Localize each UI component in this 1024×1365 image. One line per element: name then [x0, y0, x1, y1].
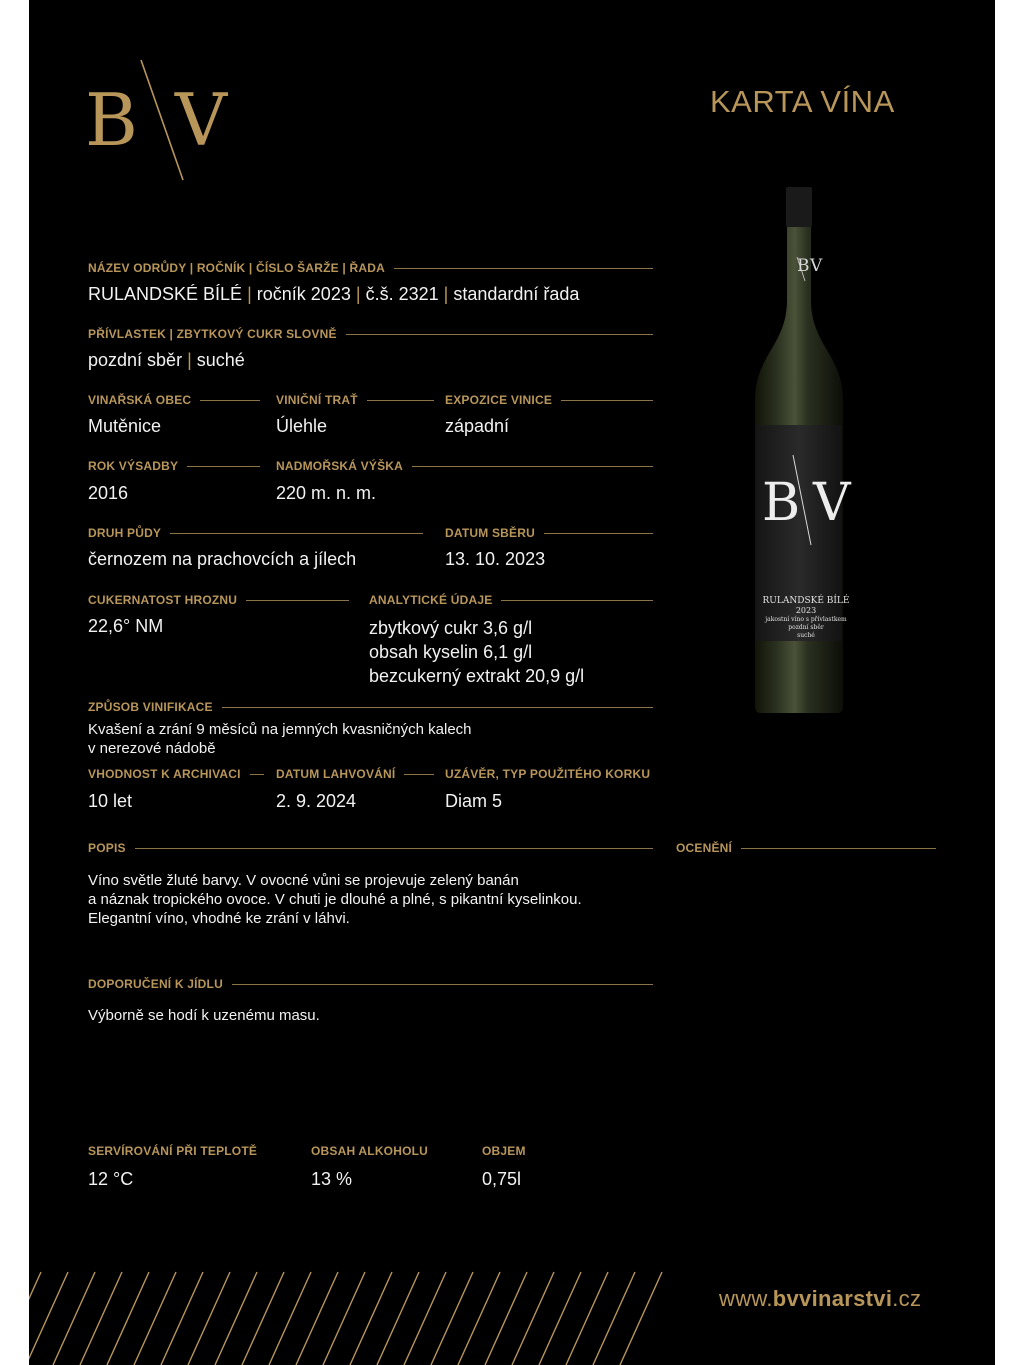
alcohol-label: OBSAH ALKOHOLU — [311, 1144, 429, 1158]
closure-label — [445, 767, 660, 781]
sugar-label — [88, 593, 349, 607]
decorative-stripe — [485, 1272, 527, 1365]
decorative-stripe — [323, 1272, 365, 1365]
closure-value: Diam 5 — [445, 791, 503, 811]
logo-letter-b: B — [85, 78, 138, 162]
divider — [246, 600, 349, 601]
divider — [200, 400, 260, 401]
website-prefix: www. — [719, 1286, 773, 1311]
description-value — [88, 871, 668, 928]
wine-card — [29, 0, 995, 1365]
decorative-stripe — [53, 1272, 95, 1365]
awards-label — [676, 841, 936, 855]
decorative-stripe — [404, 1272, 446, 1365]
decorative-stripe — [161, 1272, 203, 1365]
decorative-stripe — [107, 1272, 149, 1365]
attribute-label-text: PŘÍVLASTEK | ZBYTKOVÝ CUKR SLOVNĚ — [88, 327, 337, 341]
decorative-stripe — [134, 1272, 176, 1365]
vineyard-value: Úlehle — [276, 416, 328, 436]
attribute-predicate: pozdní sběr — [88, 350, 183, 370]
decorative-stripe — [593, 1272, 635, 1365]
altitude-value: 220 m. n. m. — [276, 483, 377, 503]
vinification-label-text: ZPŮSOB VINIFIKACE — [88, 700, 213, 714]
decorative-stripe — [29, 1272, 41, 1365]
alcohol-value: 13 % — [311, 1169, 353, 1189]
planting-year-label — [88, 459, 260, 473]
decorative-stripe — [296, 1272, 338, 1365]
bottling-label-text: DATUM LAHVOVÁNÍ — [276, 767, 396, 781]
vinification-value — [88, 720, 608, 758]
bottling-value: 2. 9. 2024 — [276, 791, 357, 811]
decorative-stripe — [431, 1272, 473, 1365]
archive-label — [88, 767, 264, 781]
decorative-stripe — [242, 1272, 284, 1365]
divider — [135, 848, 653, 849]
divider — [222, 707, 653, 708]
divider — [232, 984, 653, 985]
altitude-label-text: NADMOŘSKÁ VÝŠKA — [276, 459, 404, 473]
attribute-sweetness: suché — [196, 350, 245, 370]
soil-label-text: DRUH PŮDY — [88, 526, 162, 540]
variety-label-text: NÁZEV ODRŮDY | ROČNÍK | ČÍSLO ŠARŽE | ŘADA — [88, 261, 385, 275]
variety-batch: č.š. 2321 — [365, 284, 439, 304]
decorative-stripe — [80, 1272, 122, 1365]
bottle-year: 2023 — [795, 606, 817, 615]
page-title: KARTA VÍNA — [710, 84, 895, 119]
residual-sugar: zbytkový cukr 3,6 g/l — [369, 618, 533, 638]
decorative-stripe — [377, 1272, 419, 1365]
village-label — [88, 393, 260, 407]
bottle-neck-letter-b: B — [797, 256, 810, 276]
decorative-stripe — [215, 1272, 257, 1365]
archive-label-text: VHODNOST K ARCHIVACI — [88, 767, 241, 781]
variety-name: RULANDSKÉ BÍLÉ — [88, 284, 243, 304]
bottle-logo-letter-b: B — [762, 473, 801, 533]
decorative-stripe — [620, 1272, 662, 1365]
decorative-stripes — [29, 1270, 689, 1365]
vineyard-label-text: VINIČNÍ TRAŤ — [276, 393, 358, 407]
bottle-capsule — [786, 187, 812, 227]
description-line: Elegantní víno, vhodné ke zrání v láhvi. — [88, 910, 350, 927]
bottle-neck-letter-v: V — [810, 256, 823, 276]
harvest-date-label — [445, 526, 653, 540]
soil-label — [88, 526, 423, 540]
closure-label-text: UZÁVĚR, TYP POUŽITÉHO KORKU — [445, 767, 651, 781]
divider — [561, 400, 653, 401]
description-label — [88, 841, 653, 855]
planting-year-value: 2016 — [88, 483, 129, 503]
divider — [367, 400, 434, 401]
vinification-line: v nerezové nádobě — [88, 740, 216, 757]
exposure-label — [445, 393, 653, 407]
website-link[interactable] — [719, 1286, 921, 1312]
divider — [544, 533, 653, 534]
altitude-label — [276, 459, 653, 473]
description-line: Víno světle žluté barvy. V ovocné vůni se projevuje zelený banán — [88, 872, 519, 889]
analytics-values — [369, 616, 584, 688]
separator: | — [443, 284, 449, 304]
sugar-label-text: CUKERNATOST HROZNU — [88, 593, 238, 607]
village-label-text: VINAŘSKÁ OBEC — [88, 393, 192, 407]
divider — [394, 268, 653, 269]
bottle-sweetness: suché — [797, 632, 815, 639]
sugar-free-extract: bezcukerný extrakt 20,9 g/l — [369, 666, 585, 686]
analytics-label — [369, 593, 653, 607]
divider — [250, 774, 264, 775]
divider — [501, 600, 653, 601]
decorative-stripe — [512, 1272, 554, 1365]
attribute-value — [88, 350, 245, 371]
divider — [170, 533, 423, 534]
separator: | — [187, 350, 192, 370]
divider — [404, 774, 434, 775]
awards-label-text: OCENĚNÍ — [676, 841, 733, 855]
exposure-value: západní — [445, 416, 510, 436]
decorative-stripe — [539, 1272, 581, 1365]
divider — [346, 334, 653, 335]
decorative-stripe — [188, 1272, 230, 1365]
separator: | — [355, 284, 361, 304]
serving-label: SERVÍROVÁNÍ PŘI TEPLOTĚ — [88, 1144, 258, 1158]
logo-letter-v: V — [175, 78, 227, 162]
vinification-line: Kvašení a zrání 9 měsíců na jemných kvasničných kalech — [88, 721, 472, 738]
vinification-label — [88, 700, 653, 714]
bottling-label — [276, 767, 434, 781]
separator: | — [247, 284, 252, 304]
decorative-stripe — [458, 1272, 500, 1365]
decorative-stripe — [269, 1272, 311, 1365]
village-value: Mutěnice — [88, 416, 162, 436]
bottle-wine-name: RULANDSKÉ BÍLÉ — [762, 596, 850, 606]
serving-value: 12 °C — [88, 1169, 134, 1189]
volume-label: OBJEM — [482, 1144, 526, 1158]
exposure-label-text: EXPOZICE VINICE — [445, 393, 553, 407]
divider — [412, 466, 653, 467]
soil-value: černozem na prachovcích a jílech — [88, 549, 357, 569]
attribute-label — [88, 327, 653, 341]
food-value: Výborně se hodí k uzenému masu. — [88, 1007, 320, 1024]
variety-label — [88, 261, 653, 275]
bottle-quality: jakostní víno s přívlastkem — [765, 616, 847, 623]
food-label-text: DOPORUČENÍ K JÍDLU — [88, 977, 223, 991]
variety-value — [88, 284, 579, 305]
acidity: obsah kyselin 6,1 g/l — [369, 642, 533, 662]
description-line: a náznak tropického ovoce. V chuti je dlouhé a plné, s pikantní kyselinkou. — [88, 891, 582, 908]
decorative-stripe — [350, 1272, 392, 1365]
bottle-label-text — [756, 596, 856, 640]
variety-series: standardní řada — [453, 284, 580, 304]
website-suffix: .cz — [892, 1286, 922, 1311]
decorative-stripe — [566, 1272, 608, 1365]
vineyard-label — [276, 393, 434, 407]
food-label — [88, 977, 653, 991]
description-label-text: POPIS — [88, 841, 126, 855]
bottle-logo-letter-v: V — [813, 473, 851, 533]
website-domain: bvvinarstvi — [772, 1286, 893, 1311]
archive-value: 10 let — [88, 791, 133, 811]
divider — [741, 848, 936, 849]
bottle-predicate: pozdní sběr — [788, 624, 824, 631]
variety-vintage: ročník 2023 — [256, 284, 351, 304]
analytics-label-text: ANALYTICKÉ ÚDAJE — [369, 593, 493, 607]
harvest-date-label-text: DATUM SBĚRU — [445, 526, 535, 540]
harvest-date-value: 13. 10. 2023 — [445, 549, 546, 569]
planting-year-label-text: ROK VÝSADBY — [88, 459, 179, 473]
volume-value: 0,75l — [482, 1169, 522, 1189]
sugar-value: 22,6° NM — [88, 616, 164, 636]
divider — [187, 466, 260, 467]
